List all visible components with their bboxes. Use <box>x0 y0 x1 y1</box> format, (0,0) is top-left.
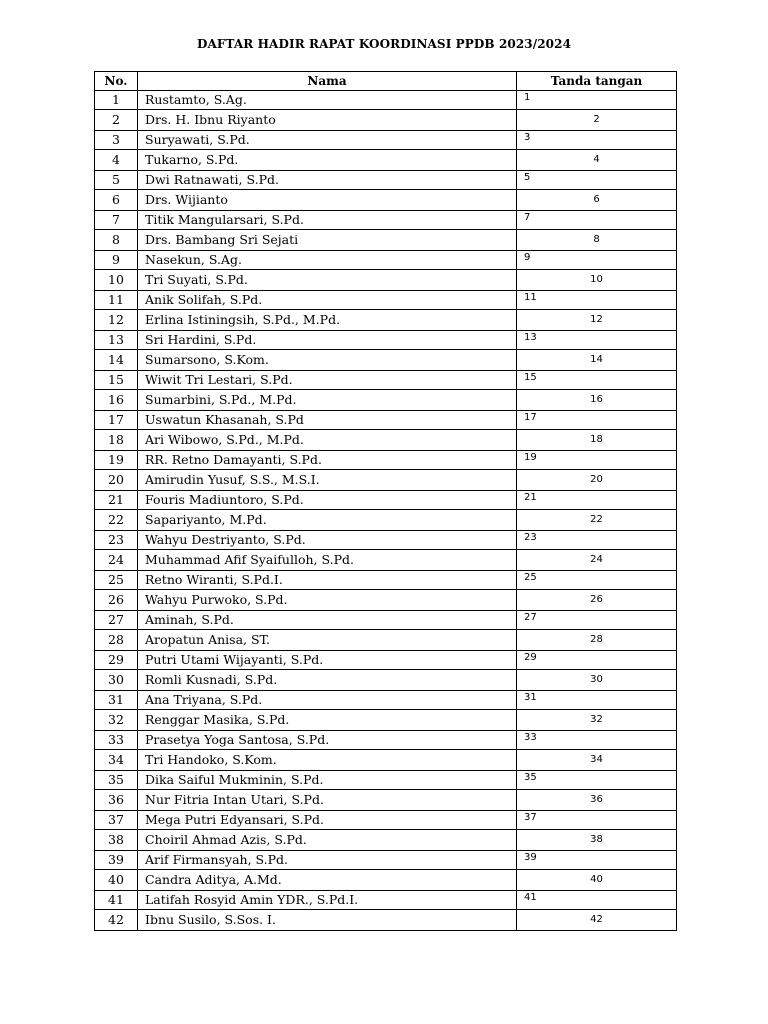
signature-cell: 1 <box>517 91 677 110</box>
attendee-name: Prasetya Yoga Santosa, S.Pd. <box>138 731 517 750</box>
attendee-name: Wahyu Destriyanto, S.Pd. <box>138 531 517 550</box>
table-row <box>95 110 677 131</box>
table-row <box>95 550 677 571</box>
attendee-name: Latifah Rosyid Amin YDR., S.Pd.I. <box>138 891 517 910</box>
attendee-name: Sri Hardini, S.Pd. <box>138 331 517 350</box>
row-number: 9 <box>95 251 138 270</box>
row-number: 30 <box>95 670 138 691</box>
signature-cell: 9 <box>517 251 677 270</box>
attendee-name: Erlina Istiningsih, S.Pd., M.Pd. <box>138 310 517 331</box>
table-row <box>95 571 677 590</box>
signature-cell: 35 <box>517 771 677 790</box>
signature-cell: 11 <box>517 291 677 310</box>
signature-cell: 10 <box>517 270 677 291</box>
row-number: 22 <box>95 510 138 531</box>
attendee-name: Romli Kusnadi, S.Pd. <box>138 670 517 691</box>
attendee-name: Drs. H. Ibnu Riyanto <box>138 110 517 131</box>
signature-cell: 41 <box>517 891 677 910</box>
row-number: 14 <box>95 350 138 371</box>
table-row <box>95 771 677 790</box>
attendee-name: RR. Retno Damayanti, S.Pd. <box>138 451 517 470</box>
attendee-name: Rustamto, S.Ag. <box>138 91 517 110</box>
attendee-name: Arif Firmansyah, S.Pd. <box>138 851 517 870</box>
table-row <box>95 910 677 931</box>
row-number: 24 <box>95 550 138 571</box>
signature-cell: 26 <box>517 590 677 611</box>
signature-cell: 4 <box>517 150 677 171</box>
row-number: 34 <box>95 750 138 771</box>
row-number: 21 <box>95 491 138 510</box>
attendee-name: Aropatun Anisa, ST. <box>138 630 517 651</box>
table-row <box>95 710 677 731</box>
table-row <box>95 670 677 691</box>
signature-cell: 13 <box>517 331 677 350</box>
table-row <box>95 390 677 411</box>
table-row <box>95 531 677 550</box>
signature-cell: 24 <box>517 550 677 571</box>
row-number: 18 <box>95 430 138 451</box>
signature-cell: 5 <box>517 171 677 190</box>
row-number: 31 <box>95 691 138 710</box>
row-number: 41 <box>95 891 138 910</box>
attendee-name: Dika Saiful Mukminin, S.Pd. <box>138 771 517 790</box>
table-row <box>95 470 677 491</box>
attendee-name: Choiril Ahmad Azis, S.Pd. <box>138 830 517 851</box>
signature-cell: 28 <box>517 630 677 651</box>
table-row <box>95 491 677 510</box>
attendance-table <box>94 71 677 931</box>
row-number: 13 <box>95 331 138 350</box>
signature-cell: 36 <box>517 790 677 811</box>
attendee-name: Wahyu Purwoko, S.Pd. <box>138 590 517 611</box>
header-tanda-tangan: Tanda tangan <box>517 72 677 91</box>
row-number: 8 <box>95 230 138 251</box>
table-row <box>95 630 677 651</box>
table-body <box>95 91 677 931</box>
attendee-name: Tri Handoko, S.Kom. <box>138 750 517 771</box>
table-row <box>95 811 677 830</box>
attendee-name: Tri Suyati, S.Pd. <box>138 270 517 291</box>
row-number: 19 <box>95 451 138 470</box>
signature-cell: 40 <box>517 870 677 891</box>
row-number: 12 <box>95 310 138 331</box>
signature-cell: 14 <box>517 350 677 371</box>
table-row <box>95 870 677 891</box>
signature-cell: 34 <box>517 750 677 771</box>
attendee-name: Renggar Masika, S.Pd. <box>138 710 517 731</box>
signature-cell: 8 <box>517 230 677 251</box>
signature-cell: 17 <box>517 411 677 430</box>
table-row <box>95 611 677 630</box>
attendee-name: Mega Putri Edyansari, S.Pd. <box>138 811 517 830</box>
signature-cell: 42 <box>517 910 677 931</box>
table-row <box>95 211 677 230</box>
attendee-name: Sumarbini, S.Pd., M.Pd. <box>138 390 517 411</box>
signature-cell: 19 <box>517 451 677 470</box>
table-row <box>95 291 677 310</box>
table-row <box>95 651 677 670</box>
row-number: 10 <box>95 270 138 291</box>
row-number: 5 <box>95 171 138 190</box>
attendee-name: Putri Utami Wijayanti, S.Pd. <box>138 651 517 670</box>
table-row <box>95 430 677 451</box>
table-row <box>95 451 677 470</box>
signature-cell: 27 <box>517 611 677 630</box>
table-row <box>95 251 677 270</box>
signature-cell: 22 <box>517 510 677 531</box>
row-number: 26 <box>95 590 138 611</box>
row-number: 35 <box>95 771 138 790</box>
row-number: 37 <box>95 811 138 830</box>
signature-cell: 31 <box>517 691 677 710</box>
signature-cell: 38 <box>517 830 677 851</box>
signature-cell: 16 <box>517 390 677 411</box>
attendee-name: Amirudin Yusuf, S.S., M.S.I. <box>138 470 517 491</box>
row-number: 25 <box>95 571 138 590</box>
attendee-name: Retno Wiranti, S.Pd.I. <box>138 571 517 590</box>
attendee-name: Ana Triyana, S.Pd. <box>138 691 517 710</box>
table-row <box>95 891 677 910</box>
attendee-name: Uswatun Khasanah, S.Pd <box>138 411 517 430</box>
signature-cell: 6 <box>517 190 677 211</box>
row-number: 33 <box>95 731 138 750</box>
row-number: 38 <box>95 830 138 851</box>
row-number: 15 <box>95 371 138 390</box>
signature-cell: 15 <box>517 371 677 390</box>
row-number: 36 <box>95 790 138 811</box>
signature-cell: 18 <box>517 430 677 451</box>
attendee-name: Titik Mangularsari, S.Pd. <box>138 211 517 230</box>
signature-cell: 20 <box>517 470 677 491</box>
table-row <box>95 350 677 371</box>
attendee-name: Sumarsono, S.Kom. <box>138 350 517 371</box>
row-number: 7 <box>95 211 138 230</box>
table-row <box>95 91 677 110</box>
row-number: 28 <box>95 630 138 651</box>
signature-cell: 39 <box>517 851 677 870</box>
row-number: 6 <box>95 190 138 211</box>
row-number: 32 <box>95 710 138 731</box>
attendee-name: Ari Wibowo, S.Pd., M.Pd. <box>138 430 517 451</box>
header-row <box>95 72 677 91</box>
attendee-name: Aminah, S.Pd. <box>138 611 517 630</box>
table-row <box>95 790 677 811</box>
table-row <box>95 331 677 350</box>
attendee-name: Dwi Ratnawati, S.Pd. <box>138 171 517 190</box>
row-number: 1 <box>95 91 138 110</box>
attendee-name: Fouris Madiuntoro, S.Pd. <box>138 491 517 510</box>
signature-cell: 23 <box>517 531 677 550</box>
table-row <box>95 830 677 851</box>
signature-cell: 29 <box>517 651 677 670</box>
attendee-name: Suryawati, S.Pd. <box>138 131 517 150</box>
row-number: 20 <box>95 470 138 491</box>
signature-cell: 2 <box>517 110 677 131</box>
row-number: 42 <box>95 910 138 931</box>
signature-cell: 33 <box>517 731 677 750</box>
attendee-name: Tukarno, S.Pd. <box>138 150 517 171</box>
table-row <box>95 750 677 771</box>
attendee-name: Candra Aditya, A.Md. <box>138 870 517 891</box>
document-title: DAFTAR HADIR RAPAT KOORDINASI PPDB 2023/2024 <box>196 37 572 51</box>
attendee-name: Anik Solifah, S.Pd. <box>138 291 517 310</box>
row-number: 17 <box>95 411 138 430</box>
attendee-name: Ibnu Susilo, S.Sos. I. <box>138 910 517 931</box>
row-number: 16 <box>95 390 138 411</box>
row-number: 40 <box>95 870 138 891</box>
table-row <box>95 590 677 611</box>
attendee-name: Drs. Wijianto <box>138 190 517 211</box>
signature-cell: 12 <box>517 310 677 331</box>
header-nama: Nama <box>138 72 517 91</box>
attendee-name: Sapariyanto, M.Pd. <box>138 510 517 531</box>
table-row <box>95 310 677 331</box>
row-number: 4 <box>95 150 138 171</box>
header-no: No. <box>95 72 138 91</box>
signature-cell: 25 <box>517 571 677 590</box>
row-number: 3 <box>95 131 138 150</box>
table-row <box>95 371 677 390</box>
table-row <box>95 851 677 870</box>
row-number: 23 <box>95 531 138 550</box>
attendee-name: Nasekun, S.Ag. <box>138 251 517 270</box>
signature-cell: 21 <box>517 491 677 510</box>
table-row <box>95 411 677 430</box>
signature-cell: 32 <box>517 710 677 731</box>
table-row <box>95 691 677 710</box>
table-row <box>95 731 677 750</box>
row-number: 2 <box>95 110 138 131</box>
row-number: 29 <box>95 651 138 670</box>
signature-cell: 7 <box>517 211 677 230</box>
table-row <box>95 510 677 531</box>
row-number: 39 <box>95 851 138 870</box>
signature-cell: 3 <box>517 131 677 150</box>
table-row <box>95 190 677 211</box>
row-number: 27 <box>95 611 138 630</box>
attendee-name: Drs. Bambang Sri Sejati <box>138 230 517 251</box>
table-row <box>95 131 677 150</box>
signature-cell: 37 <box>517 811 677 830</box>
table-header <box>95 72 677 91</box>
attendee-name: Wiwit Tri Lestari, S.Pd. <box>138 371 517 390</box>
table-row <box>95 230 677 251</box>
table-row <box>95 171 677 190</box>
row-number: 11 <box>95 291 138 310</box>
table-row <box>95 150 677 171</box>
signature-cell: 30 <box>517 670 677 691</box>
attendee-name: Muhammad Afif Syaifulloh, S.Pd. <box>138 550 517 571</box>
attendee-name: Nur Fitria Intan Utari, S.Pd. <box>138 790 517 811</box>
table-row <box>95 270 677 291</box>
